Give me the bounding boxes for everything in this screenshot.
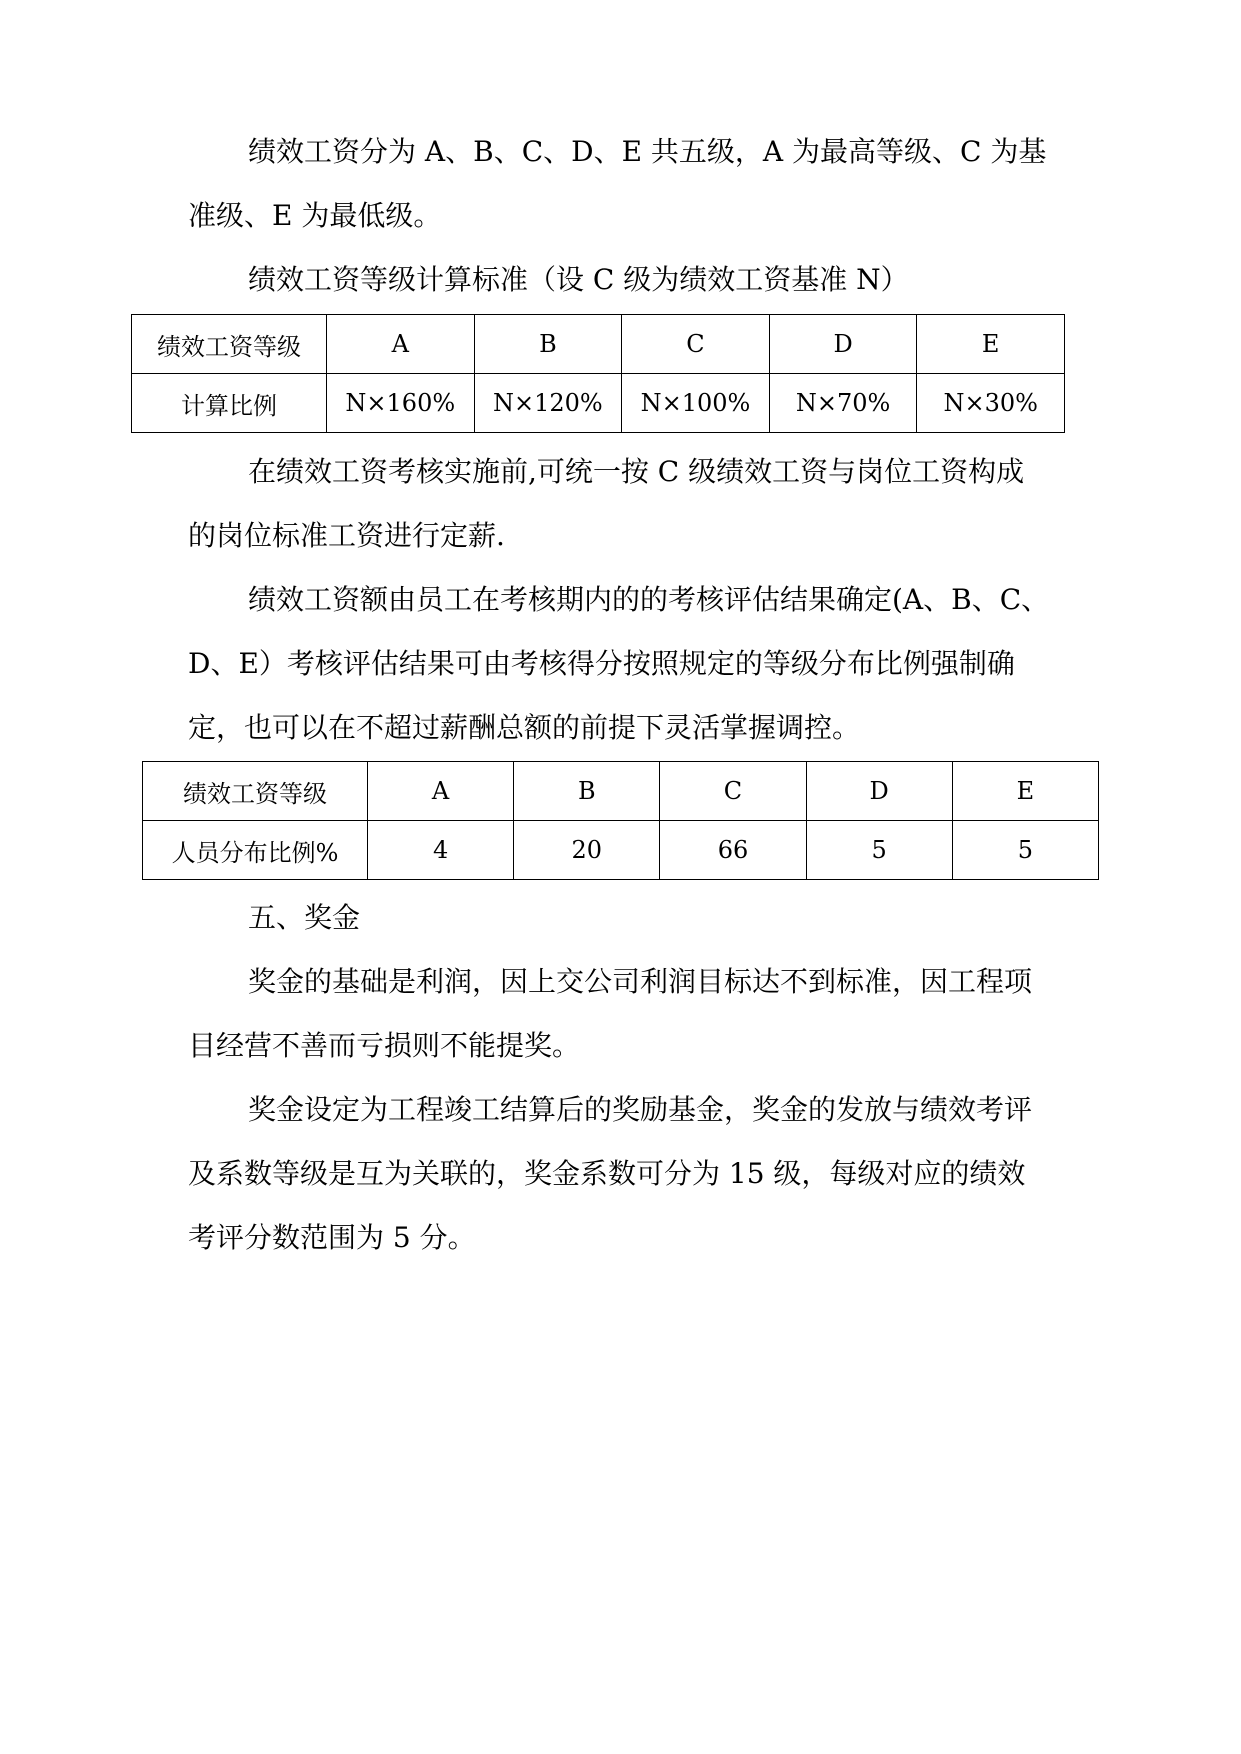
table-cell: A	[327, 315, 475, 374]
table1-caption: 绩效工资等级计算标准（设 C 级为绩效工资基准 N）	[248, 263, 909, 296]
paragraph-bonus-basis-line2: 目经营不善而亏损则不能提奖。	[188, 1029, 581, 1062]
table-cell: 4	[368, 821, 514, 880]
paragraph-bonus-setting-line2: 及系数等级是互为关联的，奖金系数可分为 15 级，每级对应的绩效	[188, 1157, 1026, 1190]
table-cell: N×70%	[769, 374, 917, 433]
grade-calculation-table	[131, 314, 1065, 433]
table-cell: E	[917, 315, 1065, 374]
table-cell: C	[622, 315, 770, 374]
table-cell: C	[660, 762, 806, 821]
table-cell: 人员分布比例%	[143, 821, 368, 880]
paragraph-bonus-basis-line1: 奖金的基础是利润，因上交公司利润目标达不到标准，因工程项	[248, 965, 1033, 998]
table-cell: 5	[806, 821, 952, 880]
table-cell: N×120%	[474, 374, 622, 433]
table-cell: B	[474, 315, 622, 374]
table-row	[143, 821, 1099, 880]
table-cell: 绩效工资等级	[132, 315, 327, 374]
table-cell: D	[769, 315, 917, 374]
paragraph-bonus-setting-line3: 考评分数范围为 5 分。	[188, 1221, 476, 1254]
paragraph-pre-assessment-line1: 在绩效工资考核实施前,可统一按 C 级绩效工资与岗位工资构成	[248, 455, 1025, 488]
table-cell: N×30%	[917, 374, 1065, 433]
grade-distribution-table	[142, 761, 1099, 880]
table-cell: 绩效工资等级	[143, 762, 368, 821]
paragraph-assessment-line3: 定，也可以在不超过薪酬总额的前提下灵活掌握调控。	[188, 711, 861, 744]
section-heading-bonus: 五、奖金	[248, 901, 361, 934]
table-cell: B	[514, 762, 660, 821]
table-cell: E	[952, 762, 1098, 821]
table-cell: 5	[952, 821, 1098, 880]
table-cell: D	[806, 762, 952, 821]
table-header-row	[143, 762, 1099, 821]
paragraph-pre-assessment-line2: 的岗位标准工资进行定薪.	[188, 519, 505, 552]
table-header-row	[132, 315, 1065, 374]
table-cell: 20	[514, 821, 660, 880]
paragraph-assessment-line1: 绩效工资额由员工在考核期内的的考核评估结果确定(A、B、C、	[248, 583, 1050, 616]
table-cell: A	[368, 762, 514, 821]
table-cell: N×160%	[327, 374, 475, 433]
table-row	[132, 374, 1065, 433]
paragraph-grade-intro-line1: 绩效工资分为 A、B、C、D、E 共五级，A 为最高等级、C 为基	[248, 135, 1047, 168]
table-cell: 计算比例	[132, 374, 327, 433]
paragraph-grade-intro-line2: 准级、E 为最低级。	[188, 199, 442, 232]
paragraph-bonus-setting-line1: 奖金设定为工程竣工结算后的奖励基金，奖金的发放与绩效考评	[248, 1093, 1033, 1126]
table-cell: 66	[660, 821, 806, 880]
table-cell: N×100%	[622, 374, 770, 433]
paragraph-assessment-line2: D、E）考核评估结果可由考核得分按照规定的等级分布比例强制确	[188, 647, 1015, 680]
